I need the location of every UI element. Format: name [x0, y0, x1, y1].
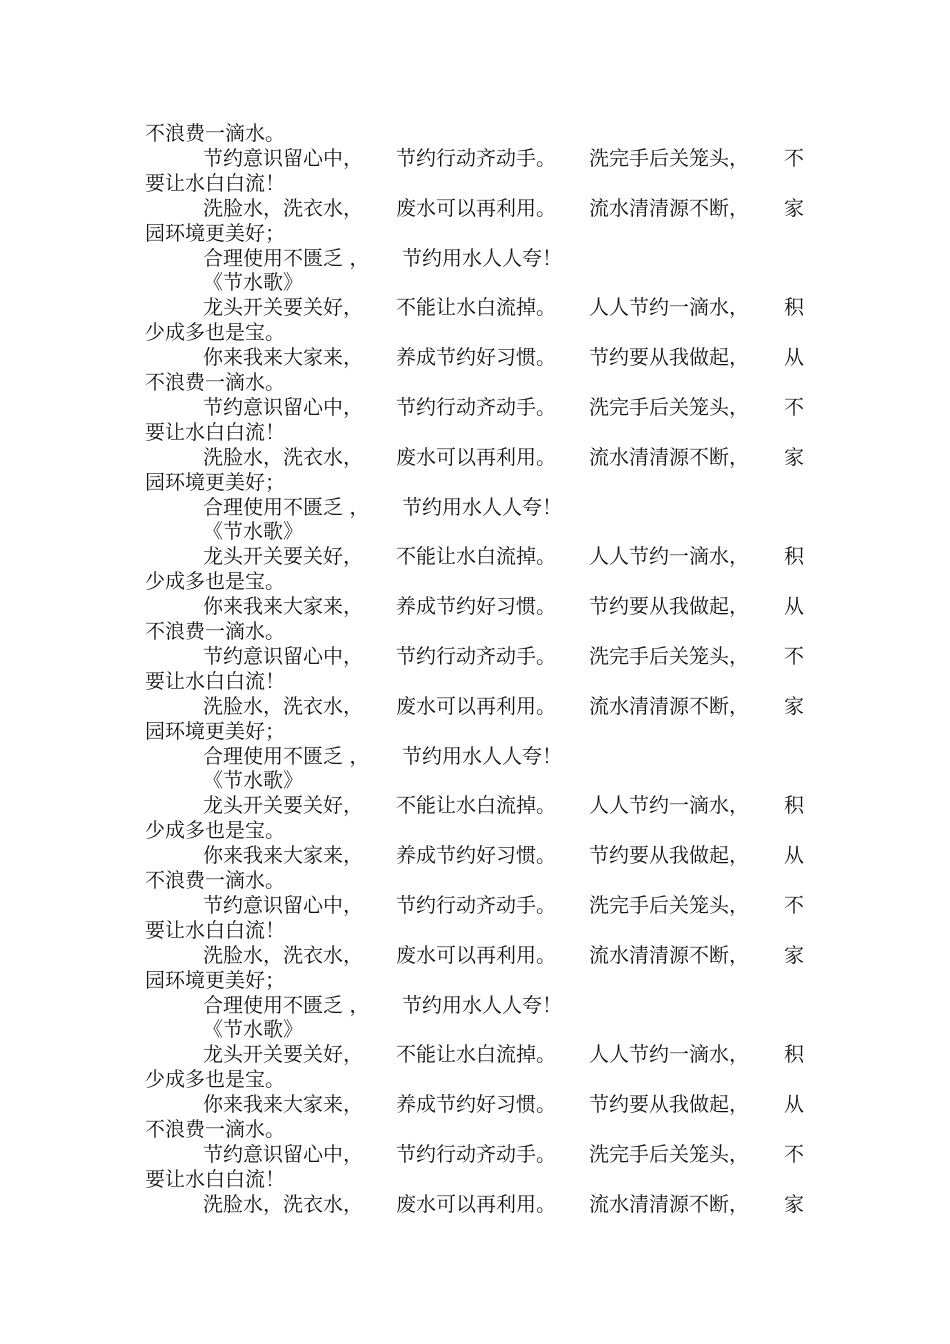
text-segment: 节约意识留心中，: [203, 892, 363, 917]
text-segment: 你来我来大家来，: [203, 1092, 363, 1117]
text-line: [203, 145, 804, 171]
poem-title-text: 《节水歌》: [203, 768, 303, 793]
text-segment: 洗脸水，洗衣水，: [203, 693, 363, 718]
text-segment: 流水清清源不断，: [589, 444, 749, 469]
text-segment: 不浪费一滴水。: [145, 1117, 285, 1141]
text-segment: 节约行动齐动手。: [396, 145, 556, 170]
text-segment: 洗完手后关笼头，: [589, 394, 749, 419]
text-segment: 洗完手后关笼头，: [589, 145, 749, 170]
text-segment: 龙头开关要关好，: [203, 1042, 363, 1067]
text-segment: 流水清清源不断，: [589, 942, 749, 967]
text-line: [203, 643, 804, 669]
text-line: [203, 1141, 804, 1167]
text-segment: 不浪费一滴水。: [145, 121, 285, 145]
text-segment: 节约要从我做起，: [589, 345, 749, 370]
text-segment: 废水可以再利用。: [396, 1191, 556, 1216]
text-segment: 家: [784, 444, 804, 469]
text-line: [203, 693, 804, 719]
text-segment: 节约用水人人夸！: [402, 743, 562, 768]
text-segment: 家: [784, 942, 804, 967]
text-line: [203, 992, 603, 1018]
poem-title-text: 《节水歌》: [203, 519, 303, 544]
text-segment: 你来我来大家来，: [203, 594, 363, 619]
text-segment: 要让水白白流！: [145, 419, 285, 444]
text-segment: 从: [784, 843, 804, 868]
text-segment: 家: [784, 195, 804, 220]
text-segment: 洗脸水，洗衣水，: [203, 1191, 363, 1216]
text-segment: 不: [784, 643, 804, 668]
text-segment: 节约行动齐动手。: [396, 1141, 556, 1166]
text-segment: 洗脸水，洗衣水，: [203, 195, 363, 220]
text-segment: 养成节约好习惯。: [396, 843, 556, 868]
text-segment: 节约行动齐动手。: [396, 643, 556, 668]
poem-title-text: 《节水歌》: [203, 1017, 303, 1042]
text-segment: 合理使用不匮乏 ，: [203, 494, 370, 519]
text-line: [203, 344, 804, 370]
text-line: [203, 195, 804, 221]
text-segment: 合理使用不匮乏 ，: [203, 992, 370, 1017]
text-segment: 废水可以再利用。: [396, 693, 556, 718]
poem-title-text: 《节水歌》: [203, 270, 303, 295]
text-segment: 流水清清源不断，: [589, 195, 749, 220]
text-segment: 积: [784, 793, 804, 818]
text-line: [203, 444, 804, 470]
text-line: [203, 1041, 804, 1067]
text-line: [203, 743, 603, 769]
text-segment: 园环境更美好；: [145, 718, 285, 743]
text-line: [203, 593, 804, 619]
text-segment: 从: [784, 1092, 804, 1117]
text-segment: 家: [784, 693, 804, 718]
text-segment: 园环境更美好；: [145, 967, 285, 992]
text-segment: 流水清清源不断，: [589, 1191, 749, 1216]
text-segment: 要让水白白流！: [145, 917, 285, 942]
text-segment: 要让水白白流！: [145, 170, 285, 195]
text-segment: 节约要从我做起，: [589, 843, 749, 868]
text-segment: 你来我来大家来，: [203, 843, 363, 868]
text-line: [203, 892, 804, 918]
text-segment: 少成多也是宝。: [145, 569, 285, 594]
text-line: [203, 942, 804, 968]
text-segment: 人人节约一滴水，: [589, 793, 749, 818]
text-segment: 园环境更美好；: [145, 469, 285, 494]
text-segment: 龙头开关要关好，: [203, 295, 363, 320]
text-segment: 节约意识留心中，: [203, 394, 363, 419]
text-segment: 废水可以再利用。: [396, 444, 556, 469]
text-segment: 洗完手后关笼头，: [589, 1141, 749, 1166]
text-line: [203, 245, 603, 271]
text-segment: 要让水白白流！: [145, 1166, 285, 1191]
text-segment: 节约行动齐动手。: [396, 892, 556, 917]
text-line: [203, 543, 804, 569]
text-segment: 从: [784, 345, 804, 370]
text-line: [203, 294, 804, 320]
text-line: [203, 1191, 804, 1217]
text-segment: 人人节约一滴水，: [589, 544, 749, 569]
text-segment: 节约意识留心中，: [203, 145, 363, 170]
text-segment: 不: [784, 892, 804, 917]
text-segment: 洗完手后关笼头，: [589, 892, 749, 917]
text-segment: 不能让水白流掉。: [396, 1042, 556, 1067]
text-line: [203, 1091, 804, 1117]
text-segment: 家: [784, 1191, 804, 1216]
text-line: [203, 394, 804, 420]
text-segment: 废水可以再利用。: [396, 942, 556, 967]
text-segment: 你来我来大家来，: [203, 345, 363, 370]
text-segment: 不: [784, 145, 804, 170]
text-segment: 不能让水白流掉。: [396, 793, 556, 818]
text-segment: 节约行动齐动手。: [396, 394, 556, 419]
text-segment: 少成多也是宝。: [145, 1067, 285, 1092]
text-segment: 流水清清源不断，: [589, 693, 749, 718]
text-segment: 节约意识留心中，: [203, 643, 363, 668]
text-segment: 积: [784, 1042, 804, 1067]
text-segment: 不: [784, 1141, 804, 1166]
text-segment: 节约要从我做起，: [589, 594, 749, 619]
text-segment: 少成多也是宝。: [145, 320, 285, 345]
text-segment: 积: [784, 295, 804, 320]
text-segment: 不浪费一滴水。: [145, 370, 285, 394]
text-segment: 节约用水人人夸！: [402, 494, 562, 519]
text-segment: 园环境更美好；: [145, 220, 285, 245]
text-segment: 要让水白白流！: [145, 668, 285, 693]
text-segment: 从: [784, 594, 804, 619]
text-segment: 不浪费一滴水。: [145, 868, 285, 892]
text-segment: 不能让水白流掉。: [396, 544, 556, 569]
text-segment: 合理使用不匮乏 ，: [203, 245, 370, 270]
text-segment: 龙头开关要关好，: [203, 793, 363, 818]
text-segment: 洗脸水，洗衣水，: [203, 942, 363, 967]
text-segment: 人人节约一滴水，: [589, 295, 749, 320]
text-segment: 不能让水白流掉。: [396, 295, 556, 320]
text-line: [203, 842, 804, 868]
text-segment: 洗完手后关笼头，: [589, 643, 749, 668]
text-segment: 节约用水人人夸！: [402, 992, 562, 1017]
text-segment: 节约要从我做起，: [589, 1092, 749, 1117]
text-segment: 不浪费一滴水。: [145, 619, 285, 643]
text-segment: 人人节约一滴水，: [589, 1042, 749, 1067]
text-line: [203, 792, 804, 818]
text-segment: 节约意识留心中，: [203, 1141, 363, 1166]
text-segment: 养成节约好习惯。: [396, 1092, 556, 1117]
text-line: [203, 494, 603, 520]
text-segment: 废水可以再利用。: [396, 195, 556, 220]
text-segment: 养成节约好习惯。: [396, 594, 556, 619]
text-segment: 养成节约好习惯。: [396, 345, 556, 370]
text-segment: 不: [784, 394, 804, 419]
text-segment: 节约用水人人夸！: [402, 245, 562, 270]
text-segment: 积: [784, 544, 804, 569]
text-segment: 合理使用不匮乏 ，: [203, 743, 370, 768]
text-segment: 洗脸水，洗衣水，: [203, 444, 363, 469]
text-segment: 龙头开关要关好，: [203, 544, 363, 569]
text-segment: 少成多也是宝。: [145, 818, 285, 843]
